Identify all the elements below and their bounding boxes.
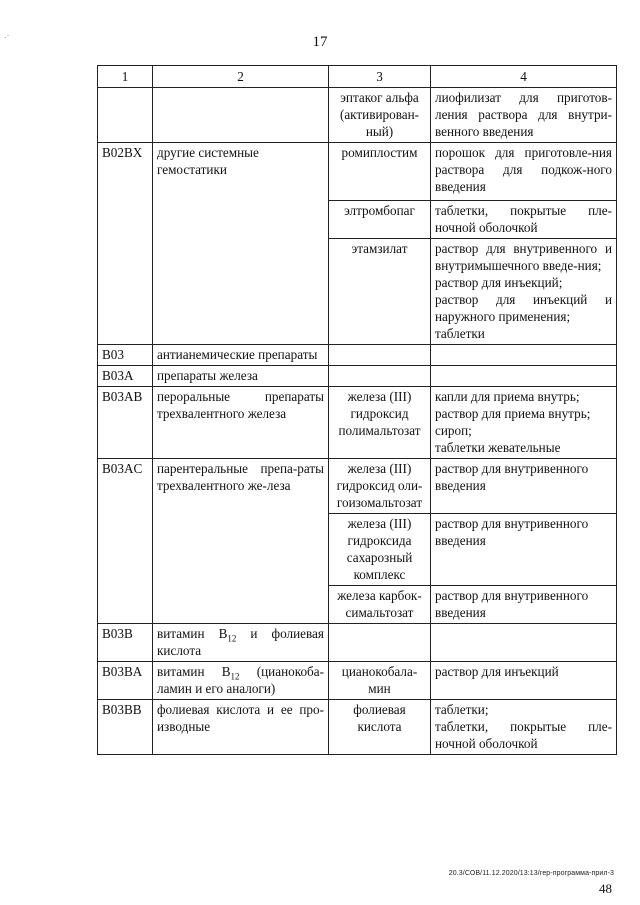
dosage-form-line: таблетки жевательные [435, 440, 561, 455]
dosage-form-line: раствор для инъекций; [435, 275, 563, 290]
medication-table [97, 65, 617, 755]
dosage-form-cell: таблетки, покрытые пле-ночной оболочкой [431, 201, 617, 239]
group-name-text: (цианокоба-ламин и его аналоги) [157, 664, 324, 696]
dosage-form-cell: лиофилизат для приготов-ления раствора для внутри-венного введения [431, 88, 617, 143]
inn-cell [329, 366, 431, 387]
group-name-cell [153, 88, 329, 143]
sheet-number: 48 [599, 881, 612, 896]
dosage-form-cell [431, 387, 617, 459]
group-name-cell: пероральные препараты трехвалентного железа [153, 387, 329, 459]
column-header-1: 1 [98, 66, 153, 88]
dosage-form-cell: раствор для внутривенного введения [431, 586, 617, 624]
table-row [98, 143, 617, 201]
page-number: 17 [312, 34, 328, 50]
inn-cell: эптаког альфа (активирован-ный) [329, 88, 431, 143]
dosage-form-line: раствор для приема внутрь; [435, 406, 591, 421]
table-row [98, 624, 617, 662]
inn-cell: железа (III) гидроксид полимальтозат [329, 387, 431, 459]
atc-code-cell: B03B [98, 624, 153, 662]
table-row [98, 366, 617, 387]
dosage-form-cell: раствор для инъекций [431, 662, 617, 700]
document-stamp: 20.3/СОВ/11.12.2020/13:13/гер-программа-прил-3 [448, 870, 614, 877]
inn-cell: железа карбок-симальтозат [329, 586, 431, 624]
inn-cell: железа (III) гидроксида сахарозный комплекс [329, 514, 431, 586]
group-name-text: витамин B [157, 626, 228, 641]
dosage-form-line: таблетки; [435, 702, 489, 717]
group-name-text: витамин B [157, 664, 231, 679]
dosage-form-cell [431, 624, 617, 662]
group-name-text: и фолиевая кислота [157, 626, 324, 658]
group-name-cell: парентеральные препа-раты трехвалентного же-леза [153, 459, 329, 624]
dosage-form-line: таблетки [435, 326, 485, 341]
atc-code-cell: B03AC [98, 459, 153, 624]
corner-mark: .· [4, 30, 10, 40]
dosage-form-cell [431, 366, 617, 387]
column-header-2: 2 [153, 66, 329, 88]
dosage-form-line: таблетки, покрытые пле-ночной оболочкой [435, 719, 612, 751]
column-header-4: 4 [431, 66, 617, 88]
inn-cell [329, 624, 431, 662]
subscript-text: 12 [227, 633, 237, 644]
group-name-cell: антианемические препараты [153, 345, 329, 366]
group-name-cell: другие системные гемостатики [153, 143, 329, 345]
group-name-cell: фолиевая кислота и ее про-изводные [153, 700, 329, 755]
atc-code-cell: B03 [98, 345, 153, 366]
column-header-3: 3 [329, 66, 431, 88]
table-row [98, 387, 617, 459]
dosage-form-line: раствор для инъекций и наружного применения; [435, 292, 612, 324]
inn-cell: фолиевая кислота [329, 700, 431, 755]
dosage-form-line: сироп; [435, 423, 472, 438]
inn-cell [329, 345, 431, 366]
inn-cell: этамзилат [329, 239, 431, 345]
inn-cell: цианокобала-мин [329, 662, 431, 700]
table-row [98, 662, 617, 700]
group-name-cell [153, 624, 329, 662]
table-row [98, 88, 617, 143]
inn-cell: элтромбопаг [329, 201, 431, 239]
dosage-form-cell [431, 239, 617, 345]
dosage-form-cell [431, 700, 617, 755]
inn-cell: ромиплостим [329, 143, 431, 201]
subscript-text: 12 [230, 671, 240, 682]
atc-code-cell: B03AB [98, 387, 153, 459]
dosage-form-cell: порошок для приготовле-ния раствора для подкож-ного введения [431, 143, 617, 201]
table-row [98, 459, 617, 514]
atc-code-cell: B03A [98, 366, 153, 387]
atc-code-cell [98, 88, 153, 143]
atc-code-cell: B03BB [98, 700, 153, 755]
group-name-cell: препараты железа [153, 366, 329, 387]
table-row [98, 345, 617, 366]
inn-cell: железа (III) гидроксид оли-гоизомальтозат [329, 459, 431, 514]
dosage-form-cell [431, 345, 617, 366]
atc-code-cell: B02BX [98, 143, 153, 345]
dosage-form-line: раствор для внутривенного и внутримышечного введе-ния; [435, 241, 612, 273]
table-header-row [98, 66, 617, 88]
dosage-form-cell: раствор для внутривенного введения [431, 459, 617, 514]
dosage-form-line: капли для приема внутрь; [435, 389, 580, 404]
atc-code-cell: B03BA [98, 662, 153, 700]
dosage-form-cell: раствор для внутривенного введения [431, 514, 617, 586]
group-name-cell [153, 662, 329, 700]
table-row [98, 700, 617, 755]
